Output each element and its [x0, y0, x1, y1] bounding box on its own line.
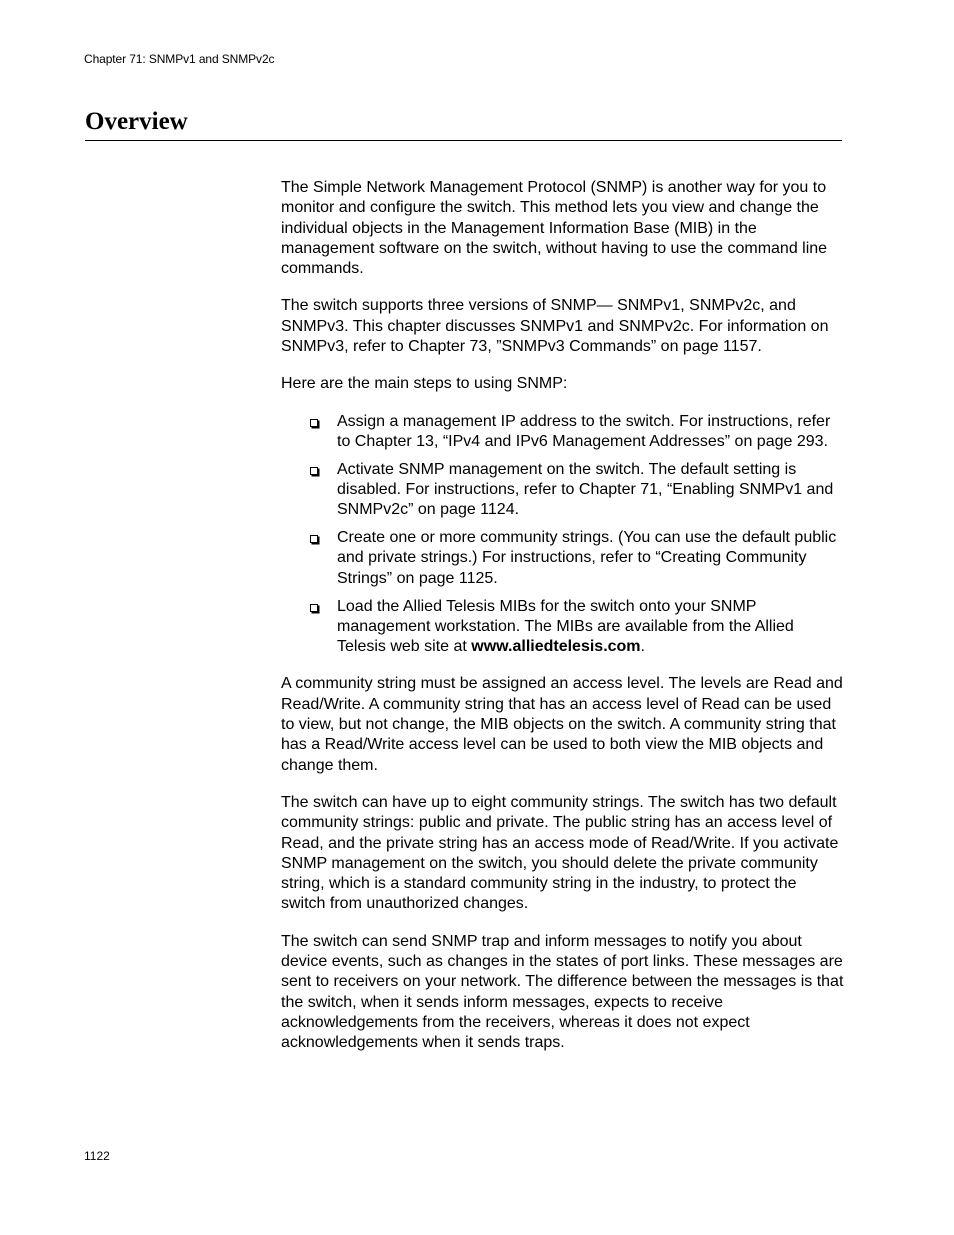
traps-paragraph: The switch can send SNMP trap and inform messages to notify you about device events, such as changes in the states of port links. These messages are sent to receivers on your network. The difference between the messages is that the switch, when it sends inform messages, expects to receive acknowledgements from the receivers, whereas it does not expect acknowledgements when it sends traps.: [281, 932, 844, 1052]
section-title: Overview: [85, 108, 188, 135]
list-item-text: Load the Allied Telesis MIBs for the switch onto your SNMP management workstation. The MIBs are available from the Allied Telesis web site at: [337, 597, 794, 656]
community-strings-paragraph: The switch can have up to eight community strings. The switch has two default community strings: public and private. The public string has an access level of Read, and the private string has an access mode of Read/​Write. If you activate SNMP management on the switch, you should delete the private community string, which is a standard community string in the industry, to protect the switch from unauthorized changes.: [281, 793, 839, 913]
checkbox-bullet-icon: [310, 604, 318, 612]
list-item-text: Assign a management IP address to the switch. For instructions, refer to Chapter 13, “IPv4 and IPv6 Management Addresses” on page 293.: [337, 412, 831, 450]
list-item-text: Create one or more community strings. (You can use the default public and private strings.) For instructions, refer to “Creating Community Strings” on page 1125.: [337, 529, 837, 587]
page-number: 1122: [84, 1149, 110, 1163]
intro-paragraph: The Simple Network Management Protocol (SNMP) is another way for you to monitor and configure the switch. This method lets you view and change the individual objects in the Management Information Base (MIB) in the management software on the switch, without having to use the command line commands.: [281, 179, 828, 278]
checkbox-bullet-icon: [310, 467, 318, 475]
title-rule: [85, 140, 842, 141]
list-item-period: .: [640, 638, 645, 656]
running-header: Chapter 71: SNMPv1 and SNMPv2c: [84, 52, 275, 66]
list-item: [281, 460, 844, 521]
list-item-text: Activate SNMP management on the switch. The default setting is disabled. For instructions, refer to Chapter 71, “Enabling SNMPv1 and SNMPv2c” on page 1124.: [337, 460, 834, 519]
access-level-paragraph: A community string must be assigned an access level. The levels are Read and Read/Write. A community string that has an access level of Read can be used to view, but not change, the MIB objects on the switch. A community string that has a Read/Write access level can be used to both view the MIB objects and change them.: [281, 675, 843, 774]
list-item: [281, 528, 844, 589]
versions-paragraph: The switch supports three versions of SNMP— SNMPv1, SNMPv2c, and SNMPv3. This chapter discusses SNMPv1 and SNMPv2c. For information on SNMPv3, refer to Chapter 73, ”SNMPv3 Commands” on page 1157.: [281, 297, 829, 356]
steps-list: [281, 412, 844, 658]
list-item: [281, 412, 844, 453]
body-column: [281, 178, 844, 1070]
website-link[interactable]: www.alliedtelesis.com: [471, 638, 641, 656]
checkbox-bullet-icon: [310, 535, 318, 543]
list-item: [281, 597, 844, 658]
steps-intro-paragraph: Here are the main steps to using SNMP:: [281, 375, 568, 393]
checkbox-bullet-icon: [310, 419, 318, 427]
